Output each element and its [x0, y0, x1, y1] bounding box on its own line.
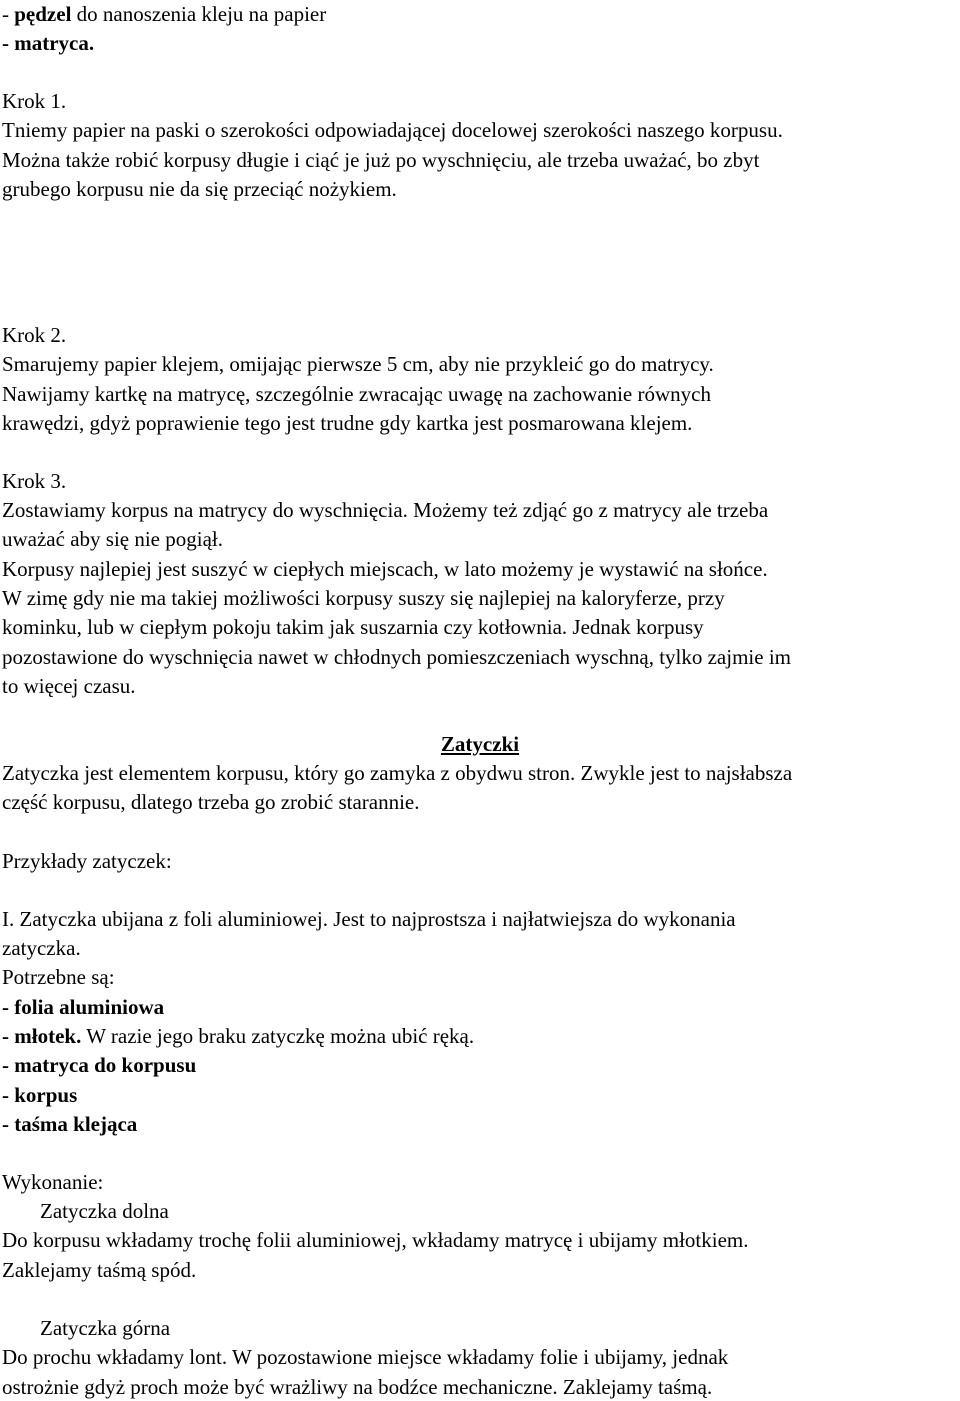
step-1-line: Tniemy papier na paski o szerokości odpowiadającej docelowej szerokości naszego korpusu. [2, 118, 783, 142]
top-plug-line: ostrożnie gdyż proch może być wrażliwy na bodźce mechaniczne. Zaklejamy taśmą. [2, 1375, 713, 1399]
intro-item-brush-bold: pędzel [14, 2, 72, 26]
step-3-line: pozostawione do wyschnięcia nawet w chłodnych pomieszczeniach wyschną, tylko zajmie im [2, 645, 791, 669]
section-heading-plugs: Zatyczki [440, 732, 520, 756]
step-3-line: Zostawiamy korpus na matrycy do wyschnięcia. Możemy też zdjąć go z matrycy ale trzeba [2, 498, 769, 522]
plug-1-line: zatyczka. [2, 936, 81, 960]
plug-1-needed-label: Potrzebne są: [2, 965, 115, 989]
step-3-line: to więcej czasu. [2, 674, 136, 698]
plugs-intro-line: Zatyczka jest elementem korpusu, który go zamyka z obydwu stron. Zwykle jest to najsłabsza [2, 761, 793, 785]
materials-item-bold: - młotek. [2, 1024, 82, 1048]
step-1-line: Można także robić korpusy długie i ciąć je już po wyschnięciu, ale trzeba uważać, bo zbyt [2, 148, 760, 172]
materials-list-item [2, 1051, 196, 1079]
intro-item-brush-rest: do nanoszenia kleju na papier [71, 2, 327, 26]
materials-item-bold: - folia aluminiowa [2, 995, 165, 1019]
materials-list-item [2, 1022, 474, 1050]
step-1-line: grubego korpusu nie da się przeciąć nożykiem. [2, 177, 397, 201]
intro-item-brush: - pędzel do nanoszenia kleju na papier [2, 2, 327, 26]
intro-item-matrix: - matryca. [2, 31, 95, 55]
plug-1-line: I. Zatyczka ubijana z foli aluminiowej. Jest to najprostsza i najłatwiejsza do wykonania [2, 907, 736, 931]
plugs-intro-line: część korpusu, dlatego trzeba go zrobić starannie. [2, 790, 420, 814]
step-2-line: Nawijamy kartkę na matrycę, szczególnie zwracając uwagę na zachowanie równych [2, 382, 711, 406]
step-3-line: kominku, lub w ciepłym pokoju takim jak suszarnia czy kotłownia. Jednak korpusy [2, 615, 704, 639]
step-3-line: W zimę gdy nie ma takiej możliwości korpusy suszy się najlepiej na kaloryferze, przy [2, 586, 725, 610]
step-3-line: Korpusy najlepiej jest suszyć w ciepłych miejscach, w lato możemy je wystawić na słońce. [2, 557, 768, 581]
bottom-plug-line: Do korpusu wkładamy trochę folii aluminiowej, wkładamy matrycę i ubijamy młotkiem. [2, 1228, 749, 1252]
materials-item-bold: - korpus [2, 1083, 78, 1107]
bottom-plug-title: Zatyczka dolna [40, 1199, 169, 1223]
execution-label: Wykonanie: [2, 1170, 104, 1194]
top-plug-line: Do prochu wkładamy lont. W pozostawione miejsce wkładamy folie i ubijamy, jednak [2, 1345, 729, 1369]
materials-item-bold: - matryca do korpusu [2, 1053, 197, 1077]
plugs-examples-label: Przykłady zatyczek: [2, 849, 172, 873]
materials-list-item [2, 1110, 137, 1138]
top-plug-title: Zatyczka górna [40, 1316, 171, 1340]
step-3-line: uważać aby się nie pogiął. [2, 527, 223, 551]
step-3-title: Krok 3. [2, 469, 67, 493]
step-2-line: krawędzi, gdyż poprawienie tego jest trudne gdy kartka jest posmarowana klejem. [2, 411, 693, 435]
materials-list-item [2, 1081, 77, 1109]
step-1-title: Krok 1. [2, 89, 67, 113]
bottom-plug-line: Zaklejamy taśmą spód. [2, 1258, 197, 1282]
materials-list-item [2, 993, 164, 1021]
materials-item-rest: W razie jego braku zatyczkę można ubić ręką. [81, 1024, 475, 1048]
materials-item-bold: - taśma klejąca [2, 1112, 138, 1136]
step-2-title: Krok 2. [2, 323, 67, 347]
step-2-line: Smarujemy papier klejem, omijając pierwsze 5 cm, aby nie przykleić go do matrycy. [2, 352, 714, 376]
